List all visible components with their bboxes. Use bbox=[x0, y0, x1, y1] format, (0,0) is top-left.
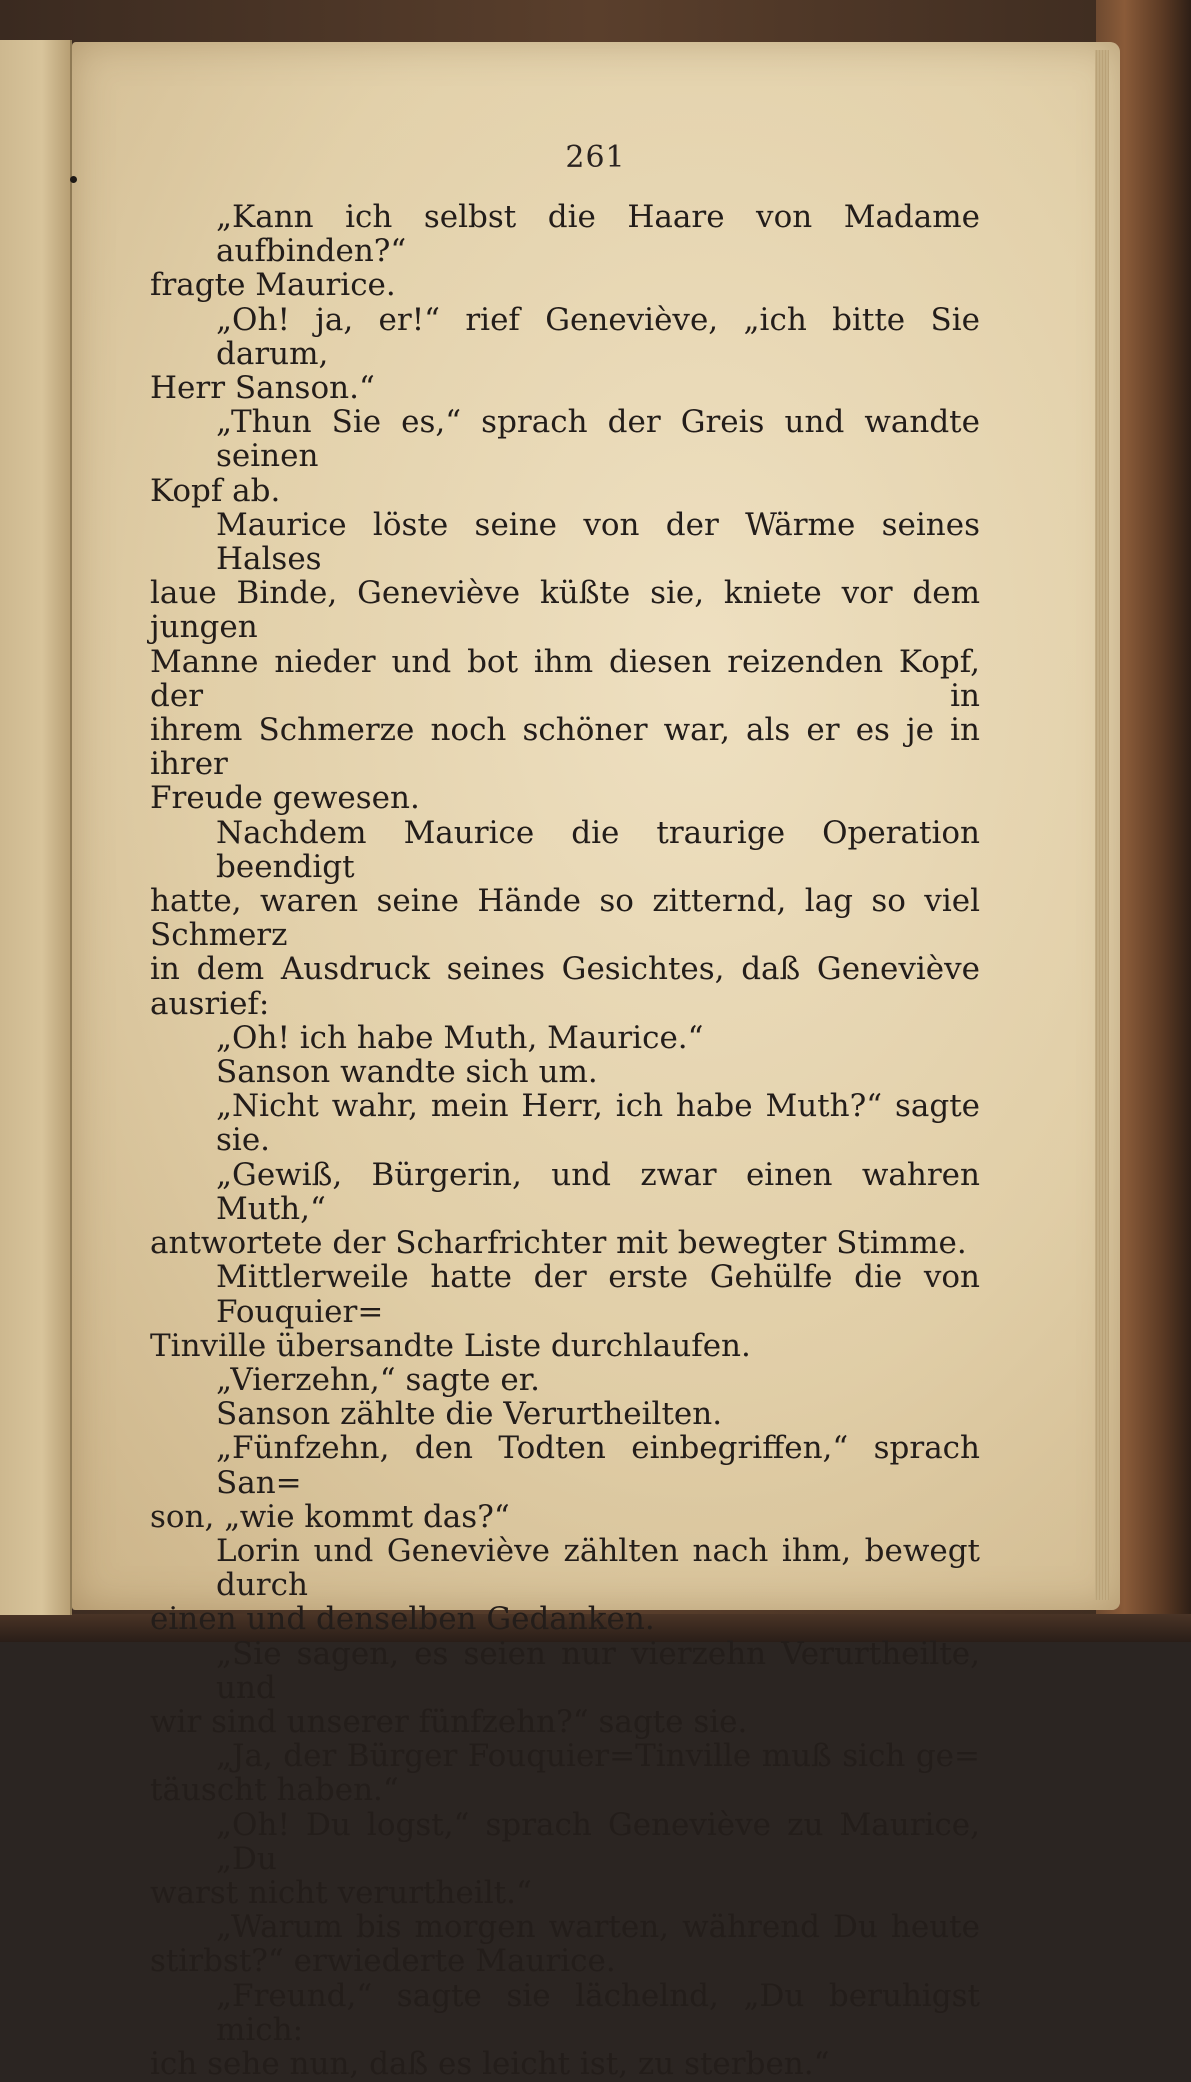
text-line: „Sie sagen, es seien nur vierzehn Verurtheilte, und bbox=[150, 1637, 980, 1705]
page-number: 261 bbox=[0, 140, 1191, 175]
text-line: täuscht haben.“ bbox=[150, 1773, 980, 1807]
text-line: laue Binde, Geneviève küßte sie, kniete vor dem jungen bbox=[150, 576, 980, 644]
text-line: „Vierzehn,“ sagte er. bbox=[150, 1363, 980, 1397]
text-line: fragte Maurice. bbox=[150, 268, 980, 302]
text-line: in dem Ausdruck seines Gesichtes, daß Geneviève ausrief: bbox=[150, 952, 980, 1020]
text-line: Lorin und Geneviève zählten nach ihm, bewegt durch bbox=[150, 1534, 980, 1602]
text-line: „Kann ich selbst die Haare von Madame aufbinden?“ bbox=[150, 200, 980, 268]
text-line: wir sind unserer fünfzehn?“ sagte sie. bbox=[150, 1705, 980, 1739]
text-line: „Oh! Du logst,“ sprach Geneviève zu Maurice, „Du bbox=[150, 1808, 980, 1876]
text-line: Sanson wandte sich um. bbox=[150, 1055, 980, 1089]
text-line: warst nicht verurtheilt.“ bbox=[150, 1876, 980, 1910]
text-line: Manne nieder und bot ihm diesen reizenden Kopf, der in bbox=[150, 645, 980, 713]
text-line: „Fünfzehn, den Todten einbegriffen,“ sprach San= bbox=[150, 1431, 980, 1499]
text-line: „Nicht wahr, mein Herr, ich habe Muth?“ sagte sie. bbox=[150, 1089, 980, 1157]
previous-page-strip bbox=[0, 40, 72, 1615]
text-line: antwortete der Scharfrichter mit bewegter Stimme. bbox=[150, 1226, 980, 1260]
text-line: Nachdem Maurice die traurige Operation beendigt bbox=[150, 816, 980, 884]
page-text bbox=[150, 200, 980, 2081]
text-line: „Warum bis morgen warten, während Du heute bbox=[150, 1910, 980, 1944]
text-line: hatte, waren seine Hände so zitternd, lag so viel Schmerz bbox=[150, 884, 980, 952]
text-line: „Thun Sie es,“ sprach der Greis und wandte seinen bbox=[150, 405, 980, 473]
text-line: ihrem Schmerze noch schöner war, als er es je in ihrer bbox=[150, 713, 980, 781]
text-line: Sanson zählte die Verurtheilten. bbox=[150, 1397, 980, 1431]
text-line: stirbst?“ erwiederte Maurice. bbox=[150, 1944, 980, 1978]
page-stack-edge bbox=[1095, 50, 1109, 1600]
text-line: „Gewiß, Bürgerin, und zwar einen wahren Muth,“ bbox=[150, 1158, 980, 1226]
text-line: „Oh! ich habe Muth, Maurice.“ bbox=[150, 1021, 980, 1055]
text-line: Tinville übersandte Liste durchlaufen. bbox=[150, 1329, 980, 1363]
text-line: einen und denselben Gedanken. bbox=[150, 1602, 980, 1636]
text-line: Herr Sanson.“ bbox=[150, 371, 980, 405]
text-line: „Ja, der Bürger Fouquier=Tinville muß sich ge= bbox=[150, 1739, 980, 1773]
text-line: ich sehe nun, daß es leicht ist, zu sterben.“ bbox=[150, 2047, 980, 2081]
text-line: Kopf ab. bbox=[150, 474, 980, 508]
text-line: Freude gewesen. bbox=[150, 781, 980, 815]
text-line: son, „wie kommt das?“ bbox=[150, 1500, 980, 1534]
text-line: Maurice löste seine von der Wärme seines Halses bbox=[150, 508, 980, 576]
text-line: Mittlerweile hatte der erste Gehülfe die von Fouquier= bbox=[150, 1260, 980, 1328]
ink-dot bbox=[70, 176, 77, 183]
text-line: „Freund,“ sagte sie lächelnd, „Du beruhigst mich: bbox=[150, 1979, 980, 2047]
text-line: „Oh! ja, er!“ rief Geneviève, „ich bitte Sie darum, bbox=[150, 303, 980, 371]
